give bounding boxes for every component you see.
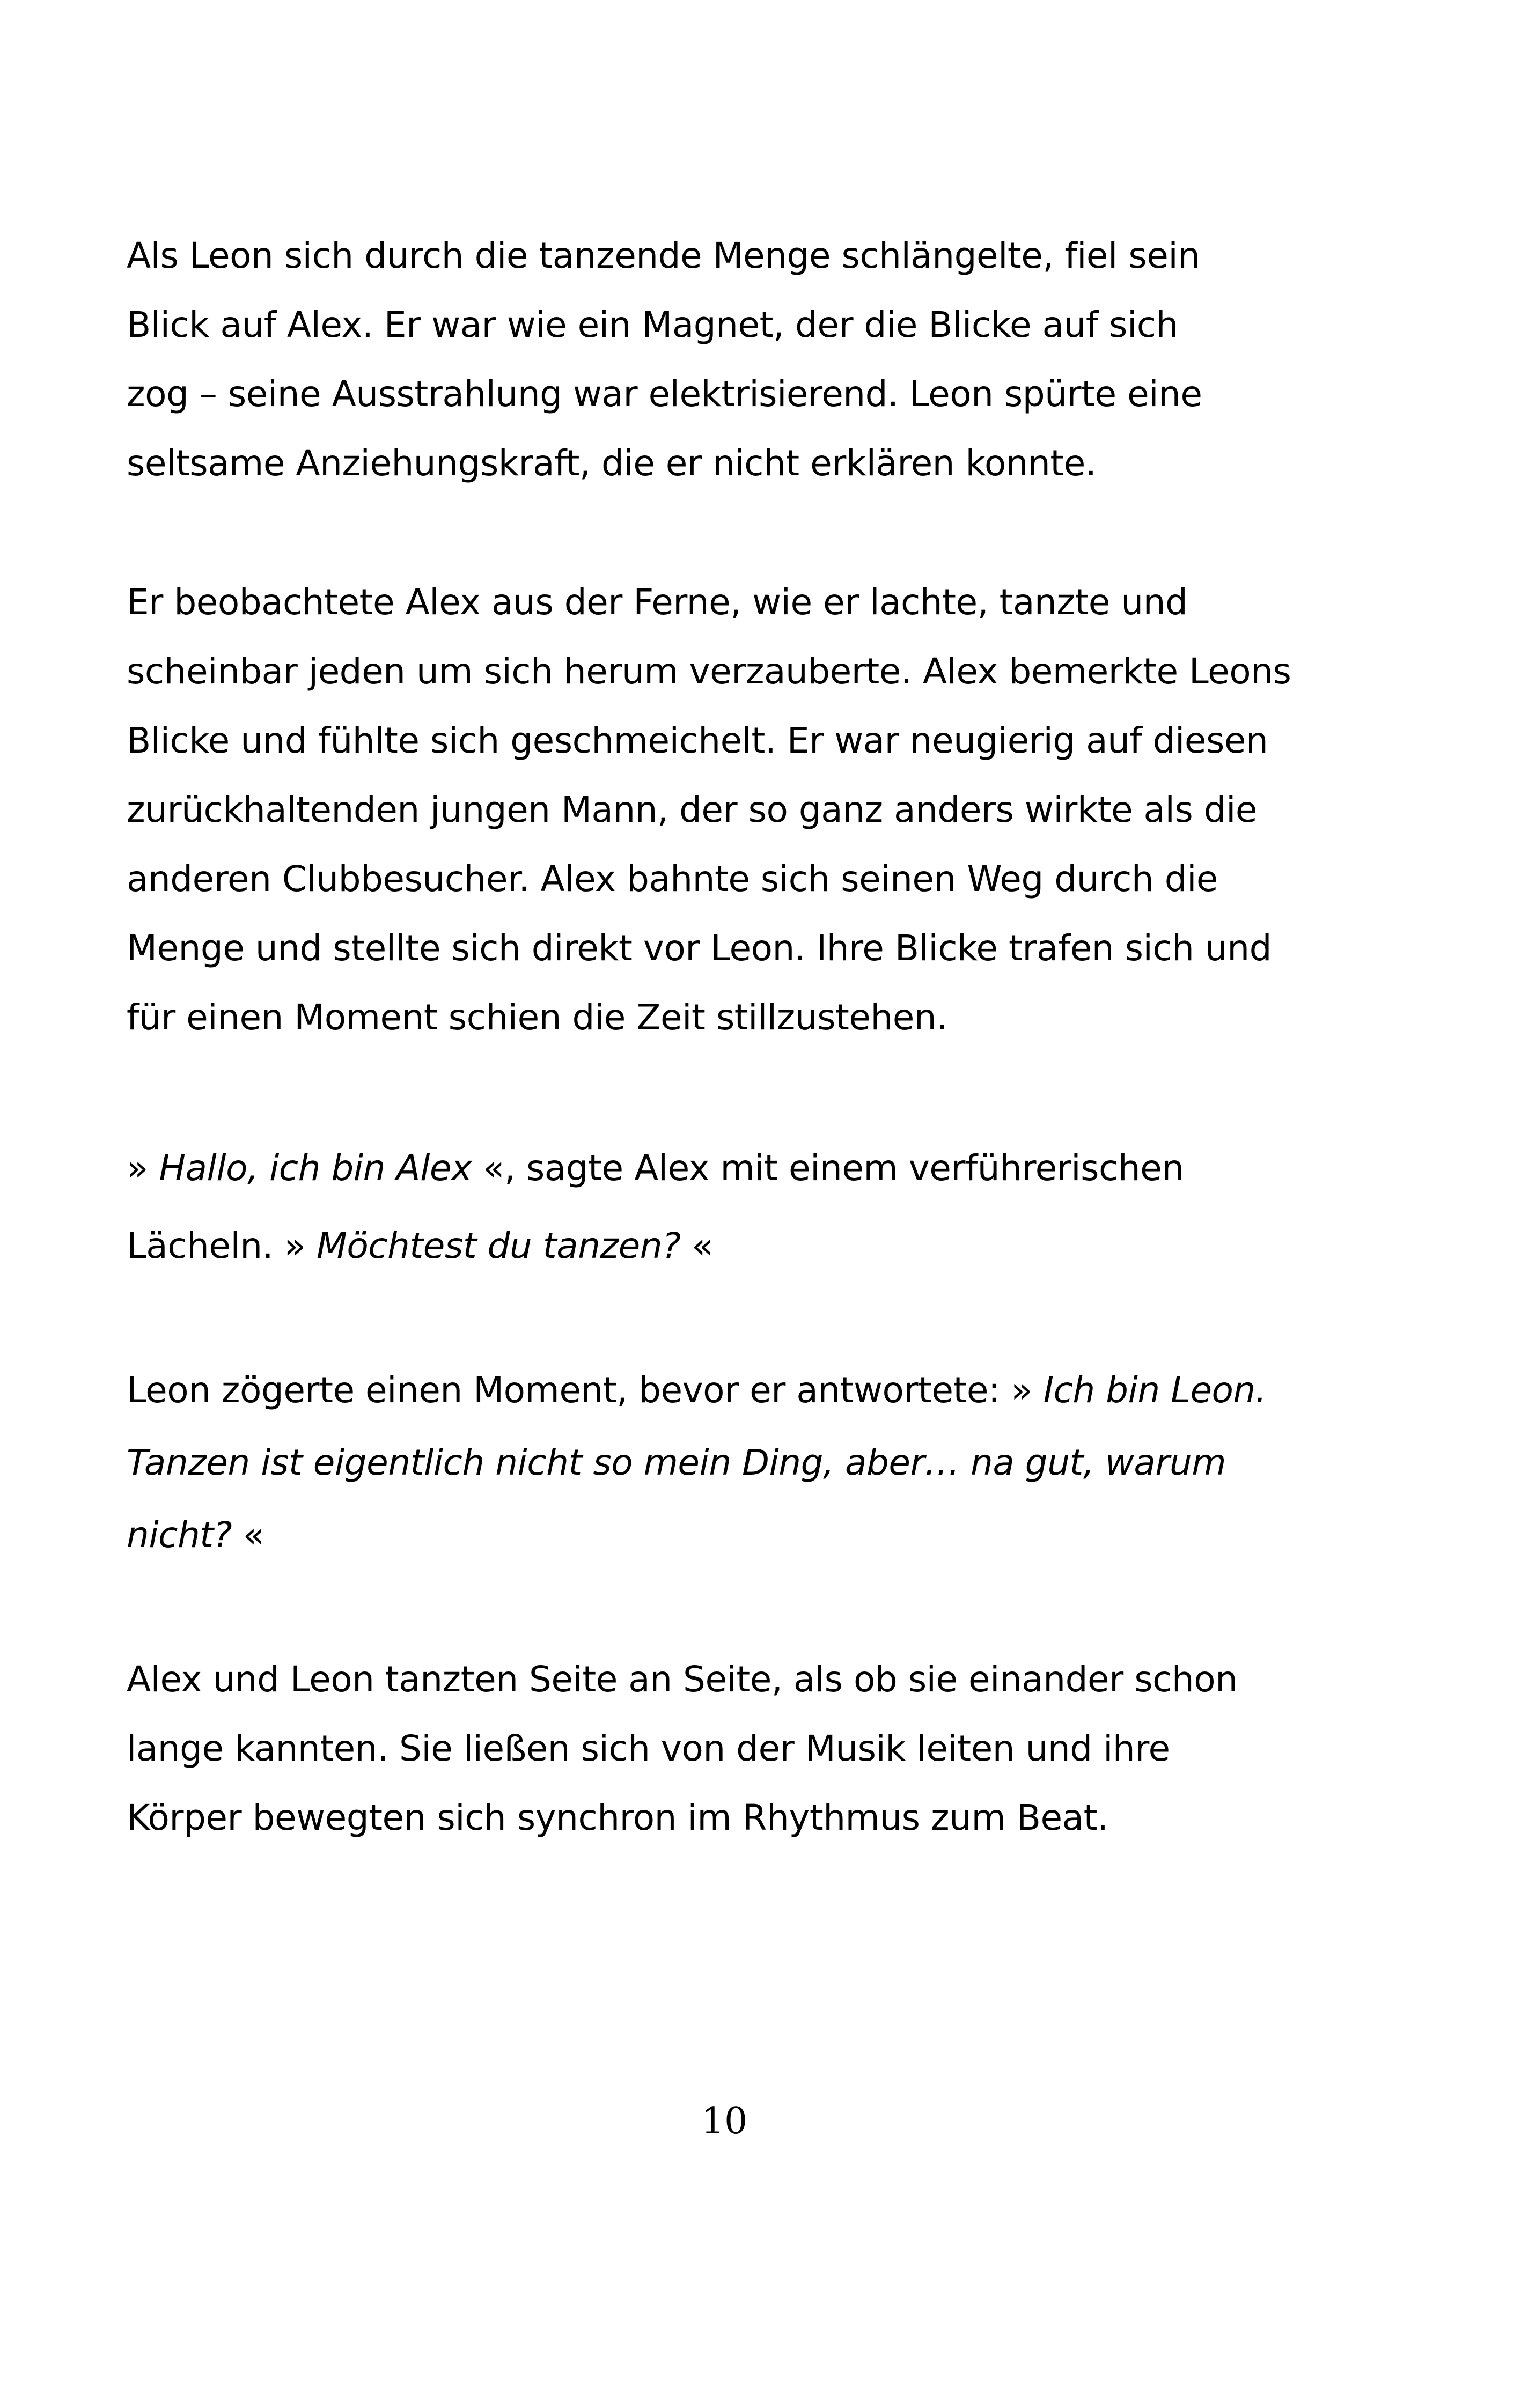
narration-text: Leon zögerte einen Moment, bevor er antwortete: » (127, 1369, 1044, 1411)
paragraph-5 (127, 1645, 1425, 1852)
narration-text: Lächeln. » (127, 1225, 317, 1266)
dialogue-line (127, 1426, 1425, 1499)
dialogue-line (127, 1207, 1425, 1285)
speech-text: Hallo, ich bin Alex (159, 1147, 472, 1189)
text-line: Er beobachtete Alex aus der Ferne, wie er lachte, tanzte und (127, 581, 1188, 623)
text-line: lange kannten. Sie ließen sich von der Musik leiten und ihre (127, 1728, 1170, 1769)
paragraph-3-dialogue (127, 1129, 1425, 1285)
text-line: zog – seine Ausstrahlung war elektrisierend. Leon spürte eine (127, 373, 1202, 415)
paragraph-4-dialogue (127, 1354, 1425, 1571)
text-line: Blicke und fühlte sich geschmeichelt. Er war neugierig auf diesen (127, 720, 1268, 761)
text-line: Alex und Leon tanzten Seite an Seite, als ob sie einander schon (127, 1659, 1238, 1700)
text-line: Blick auf Alex. Er war wie ein Magnet, der die Blicke auf sich (127, 304, 1178, 345)
speech-text: Möchtest du tanzen? (316, 1225, 681, 1266)
text-line: anderen Clubbesucher. Alex bahnte sich seinen Weg durch die (127, 858, 1218, 900)
paragraph-1 (127, 221, 1425, 498)
text-line: zurückhaltenden jungen Mann, der so ganz anders wirkte als die (127, 789, 1258, 830)
text-line: Menge und stellte sich direkt vor Leon. Ihre Blicke trafen sich und (127, 927, 1272, 969)
speech-text: nicht? (127, 1514, 232, 1556)
text-line: für einen Moment schien die Zeit stillzustehen. (127, 997, 947, 1038)
quote-open: » (127, 1147, 159, 1189)
paragraph-2 (127, 568, 1425, 1052)
quote-close: « (232, 1514, 264, 1556)
text-line: seltsame Anziehungskraft, die er nicht erklären konnte. (127, 443, 1097, 484)
page-number: 10 (701, 2100, 748, 2142)
narration-text: «, sagte Alex mit einem verführerischen (472, 1147, 1184, 1189)
dialogue-line (127, 1354, 1425, 1426)
speech-text: Ich bin Leon. (1043, 1369, 1267, 1411)
text-line: Als Leon sich durch die tanzende Menge schlängelte, fiel sein (127, 235, 1200, 276)
quote-close: « (680, 1225, 713, 1266)
text-line: scheinbar jeden um sich herum verzauberte. Alex bemerkte Leons (127, 651, 1291, 692)
dialogue-line (127, 1129, 1425, 1207)
text-line: Körper bewegten sich synchron im Rhythmus zum Beat. (127, 1797, 1108, 1838)
dialogue-line (127, 1499, 1425, 1571)
speech-text: Tanzen ist eigentlich nicht so mein Ding, aber… na gut, warum (127, 1442, 1226, 1483)
